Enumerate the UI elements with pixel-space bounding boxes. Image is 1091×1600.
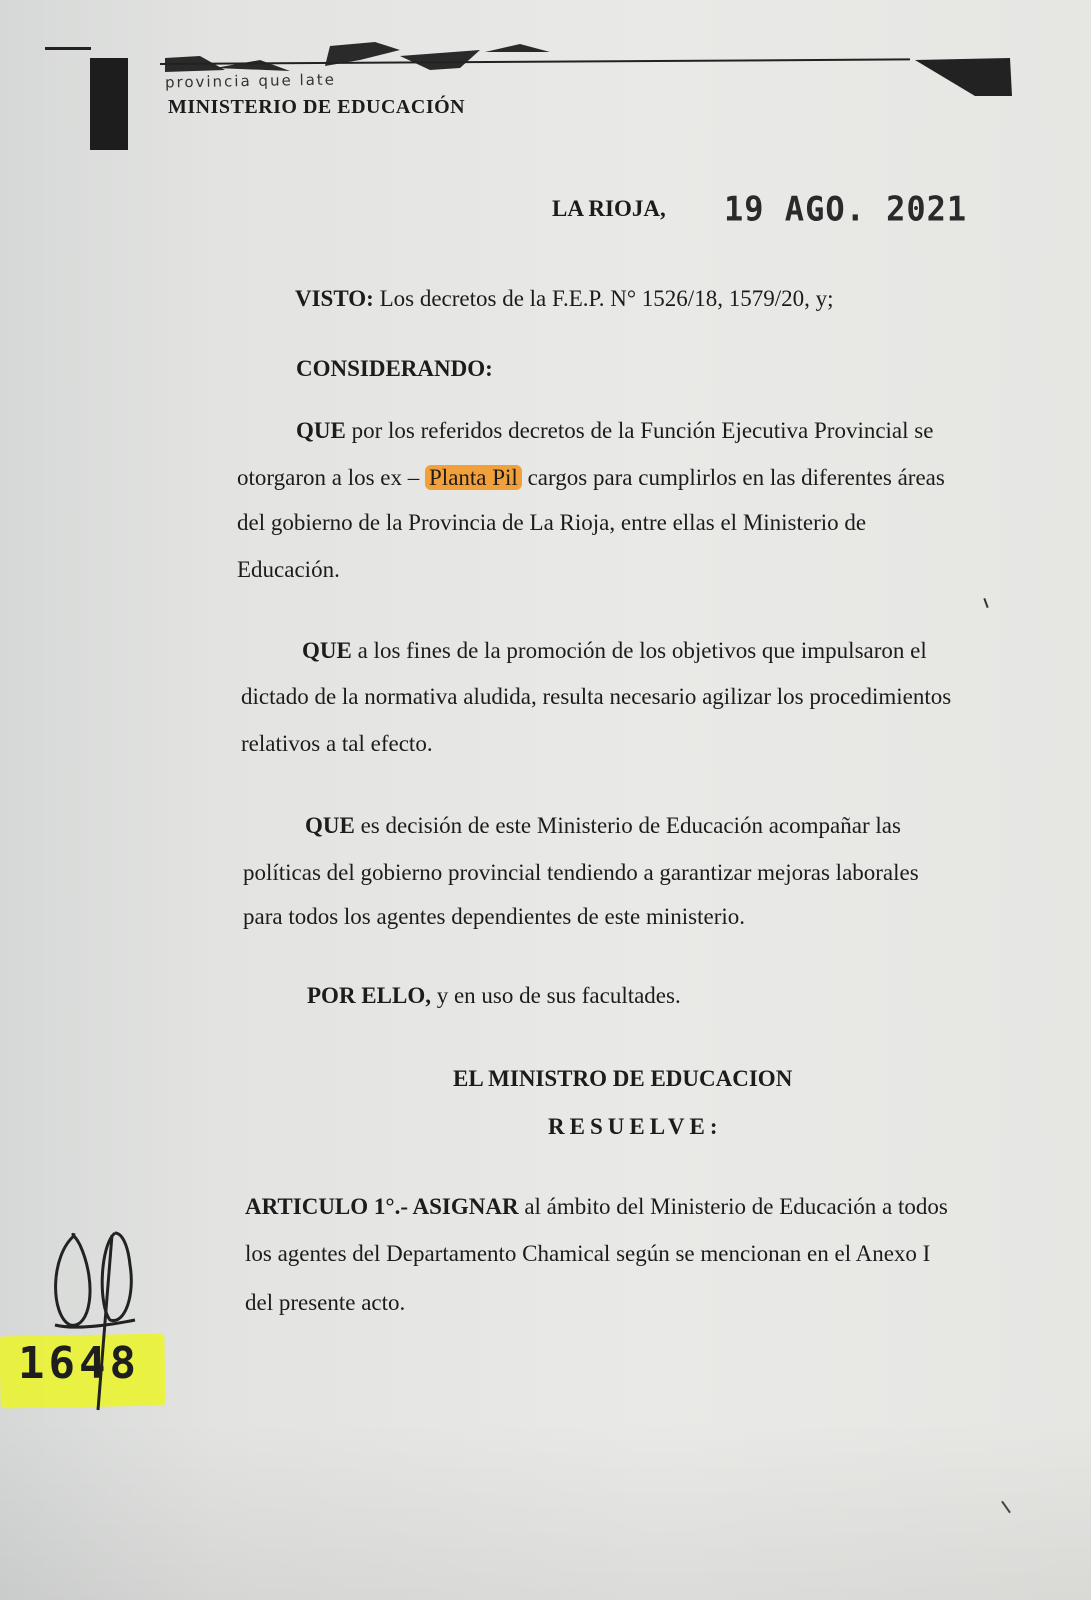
p2-lead: QUE: [302, 638, 352, 663]
p1-line2-after: cargos para cumplirlos en las diferentes áreas: [527, 465, 945, 490]
considerando-heading: CONSIDERANDO:: [296, 356, 493, 381]
p1-line4: Educación.: [237, 557, 340, 582]
p1-lead: QUE: [296, 418, 346, 443]
logo-shape-5: [485, 44, 550, 52]
p3-line3: para todos los agentes dependientes de este ministerio.: [243, 904, 746, 929]
handwritten-initials: [40, 1225, 150, 1415]
por-ello-lead: POR ELLO,: [307, 983, 431, 1008]
articulo1-label: ARTICULO 1°.- ASIGNAR: [245, 1194, 519, 1219]
logo-tagline: provincia que late: [164, 70, 337, 92]
highlighted-text: Planta Pil: [425, 465, 522, 490]
articulo1-line2: los agentes del Departamento Chamical según se mencionan en el Anexo I: [245, 1241, 931, 1266]
visto-text: Los decretos de la F.E.P. N° 1526/18, 1579/20, y;: [379, 286, 834, 311]
p2-line1: [302, 638, 927, 664]
articulo1-line3: del presente acto.: [245, 1290, 406, 1315]
visto-line: [295, 286, 833, 312]
authority-heading: EL MINISTRO DE EDUCACION: [453, 1066, 793, 1091]
visto-label: VISTO:: [295, 286, 374, 311]
p2-line1-text: a los fines de la promoción de los objetivos que impulsaron el: [357, 638, 927, 663]
logo-shape-6: [915, 58, 1012, 96]
logo-shape-4: [400, 50, 480, 70]
por-ello-line: [307, 983, 681, 1009]
p3-line2: políticas del gobierno provincial tendiendo a garantizar mejoras laborales: [243, 860, 919, 885]
speck: [983, 598, 988, 608]
p1-line1-text: por los referidos decretos de la Función Ejecutiva Provincial se: [351, 418, 934, 443]
ministry-title: MINISTERIO DE EDUCACIÓN: [168, 96, 466, 118]
resuelve-heading: RESUELVE:: [548, 1114, 723, 1139]
p1-line2-before: otorgaron a los ex –: [237, 465, 420, 490]
p2-line3: relativos a tal efecto.: [241, 731, 433, 756]
p3-lead: QUE: [305, 813, 355, 838]
header-dash: [45, 47, 91, 50]
date-place: LA RIOJA,: [552, 196, 666, 221]
p1-line3: del gobierno de la Provincia de La Rioja, entre ellas el Ministerio de: [237, 510, 867, 535]
articulo1-line1-text: al ámbito del Ministerio de Educación a todos: [524, 1194, 948, 1219]
p3-line1-text: es decisión de este Ministerio de Educación acompañar las: [360, 813, 901, 838]
p3-line1: [305, 813, 901, 839]
p2-line2: dictado de la normativa aludida, resulta necesario agilizar los procedimientos: [241, 684, 952, 709]
por-ello-text: y en uso de sus facultades.: [436, 983, 681, 1008]
page-shadow: [0, 1420, 1091, 1600]
p1-line2: [237, 465, 945, 491]
date-stamp: 19 AGO. 2021: [724, 189, 968, 229]
letterhead-bar: [90, 58, 128, 150]
articulo1-line1: [245, 1194, 948, 1220]
folio-number: 1648: [18, 1338, 140, 1389]
p1-line1: [296, 418, 933, 444]
